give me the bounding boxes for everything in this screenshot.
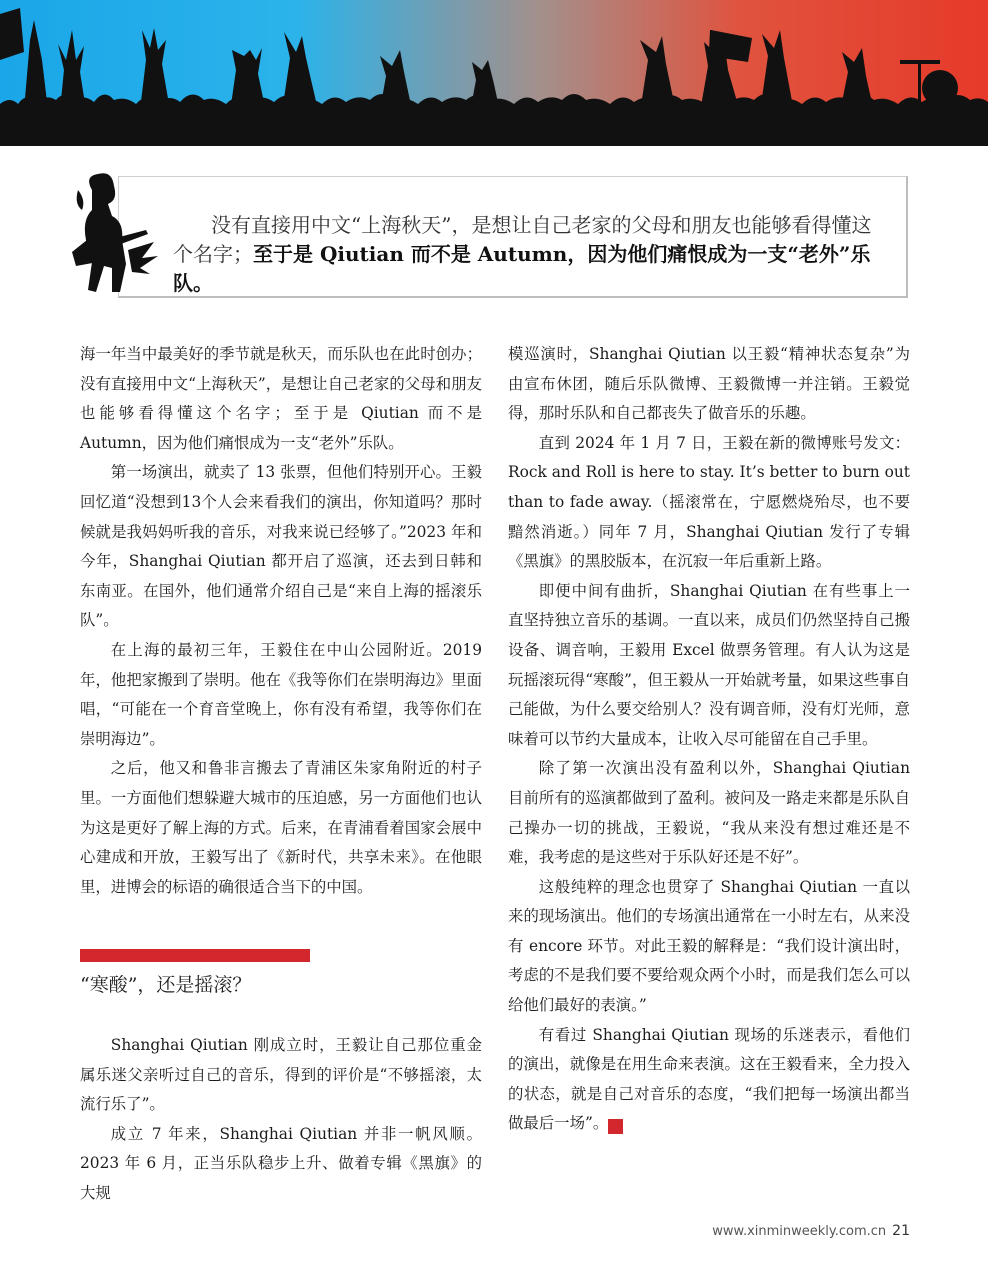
paragraph: 直到 2024 年 1 月 7 日，王毅在新的微博账号发文：Rock and Roll is here to stay. It’s better to burn out than to fade away.（摇滚常在，宁愿燃烧殆尽，也不要黯然消逝。）同年 7 月，Shanghai Qiutian 发行了专辑《黑旗》的黑胶版本，在沉寂一年后重新上路。 [508, 433, 910, 571]
right-column [508, 340, 910, 1139]
paragraph: 在上海的最初三年，王毅住在中山公园附近。2019年，他把家搬到了崇明。他在《我等你们在崇明海边》里面唱，“可能在一个育音堂晚上，你有没有希望，我等你们在崇明海边”。 [80, 640, 482, 748]
left-column-lower [80, 1031, 482, 1209]
pull-quote-text [173, 211, 885, 298]
section-divider-bar [80, 949, 310, 962]
end-mark-icon: 民 [608, 1119, 623, 1134]
section-title: “寒酸”，还是摇滚？ [80, 974, 252, 996]
paragraph: 第一场演出，就卖了 13 张票，但他们特别开心。王毅回忆道“没想到13个人会来看我们的演出，你知道吗？那时候就是我妈妈听我的音乐，对我来说已经够了。”2023 年和今年，Shanghai Qiutian 都开启了巡演，还去到日韩和东南亚。在国外，他们通常介绍自己是“来自上海的摇滚乐队”。 [80, 463, 482, 630]
page-footer [712, 1223, 910, 1239]
paragraph-last-text: 有看过 Shanghai Qiutian 现场的乐迷表示，看他们的演出，就像是在用生命来表演。这在王毅看来，全力投入的状态，就是自己对音乐的态度，“我们把每一场演出都当做最后一场”。 [508, 1025, 910, 1133]
paragraph: 之后，他又和鲁非言搬去了青浦区朱家角附近的村子里。一方面他们想躲避大城市的压迫感，另一方面他们也认为这是更好了解上海的方式。后来，在青浦看着国家会展中心建成和开放，王毅写出了《新时代，共享未来》。在他眼里，进博会的标语的确很适合当下的中国。 [80, 759, 482, 896]
concert-silhouette-graphic [0, 0, 988, 146]
footer-url: www.xinminweekly.com.cn [712, 1224, 887, 1239]
paragraph-last [508, 1021, 910, 1139]
pull-quote-box [118, 176, 908, 298]
paragraph: Shanghai Qiutian 刚成立时，王毅让自己那位重金属乐迷父亲听过自己的音乐，得到的评价是“不够摇滚，太流行乐了”。 [80, 1036, 482, 1114]
header-banner [0, 0, 988, 146]
paragraph: 海一年当中最美好的季节就是秋天，而乐队也在此时创办；没有直接用中文“上海秋天”，是想让自己老家的父母和朋友也能够看得懂这个名字；至于是 Qiutian 而不是 Autumn，因为他们痛恨成为一支“老外”乐队。 [80, 345, 482, 452]
pull-quote-normal: 没有直接用中文“上海秋天”，是想让自己老家的父母和朋友也能够看得懂这个名字； [173, 213, 872, 266]
pull-quote-bold: 至于是 Qiutian 而不是 Autumn，因为他们痛恨成为一支“老外”乐队。 [173, 242, 871, 295]
page-number: 21 [892, 1223, 910, 1239]
paragraph: 除了第一次演出没有盈利以外，Shanghai Qiutian 目前所有的巡演都做到了盈利。被问及一路走来都是乐队自己操办一切的挑战，王毅说，“我从来没有想过难还是不难，我考虑的是这些对于乐队好还是不好”。 [508, 759, 910, 867]
paragraph: 这般纯粹的理念也贯穿了 Shanghai Qiutian 一直以来的现场演出。他们的专场演出通常在一小时左右，从来没有 encore 环节。对此王毅的解释是：“我们设计演出时，考虑的不是我们要不要给观众两个小时，而是我们怎么可以给他们最好的表演。” [508, 877, 910, 1015]
paragraph: 成立 7 年来，Shanghai Qiutian 并非一帆风顺。2023 年 6 月，正当乐队稳步上升、做着专辑《黑旗》的大规 [80, 1124, 482, 1202]
paragraph: 模巡演时，Shanghai Qiutian 以王毅“精神状态复杂”为由宣布休团，随后乐队微博、王毅微博一并注销。王毅觉得，那时乐队和自己都丧失了做音乐的乐趣。 [508, 345, 910, 423]
left-column [80, 340, 482, 902]
guitarist-silhouette-icon [62, 170, 162, 298]
paragraph: 即便中间有曲折，Shanghai Qiutian 在有些事上一直坚持独立音乐的基调。一直以来，成员们仍然坚持自己搬设备、调音响，王毅用 Excel 做票务管理。有人认为这是玩摇滚玩得“寒酸”，但王毅从一开始就考量，如果这些事自己能做，为什么要交给别人？没有调音师，没有灯光师，意味着可以节约大量成本，让收入尽可能留在自己手里。 [508, 581, 910, 748]
